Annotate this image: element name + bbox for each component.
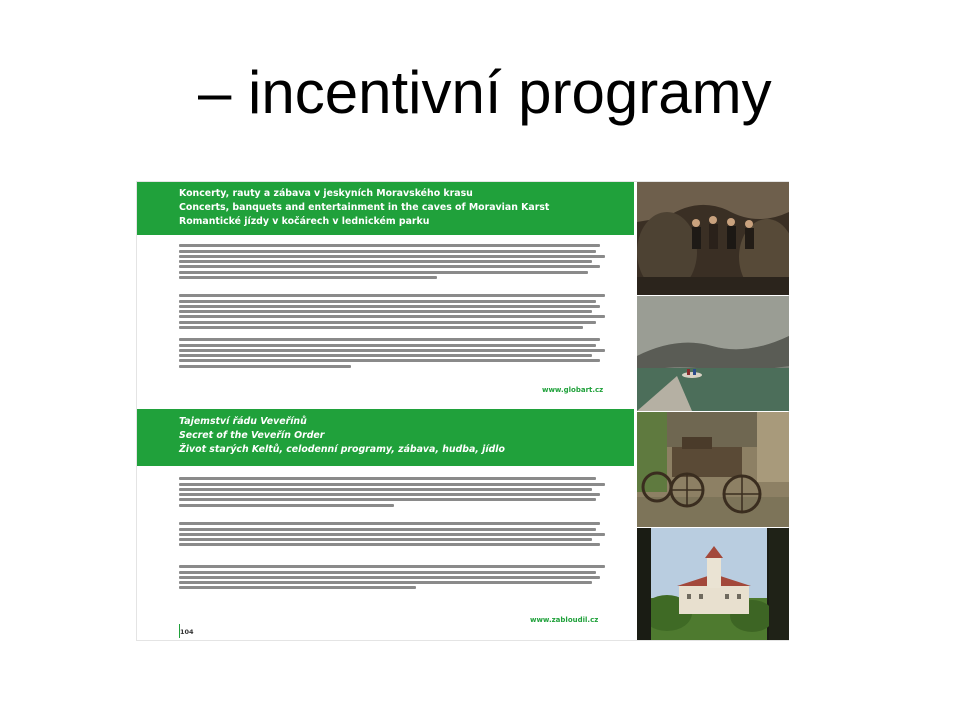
cave-concert-photo: [637, 182, 789, 295]
section-2-heading-line-2: Secret of the Veveřín Order: [179, 430, 325, 441]
section-1-paragraph-czech: [179, 242, 609, 281]
section-1-heading-line-1: Koncerty, rauty a zábava v jeskyních Moravského krasu: [179, 188, 473, 199]
photo-column: [637, 182, 789, 640]
brochure-page: [136, 181, 789, 641]
section-1-paragraph-czech-2: [179, 336, 609, 370]
section-1-website: www.globart.cz: [542, 386, 604, 394]
section-2-heading-line-1: Tajemství řádu Veveřínů: [179, 416, 307, 427]
castle-photo: [637, 528, 789, 640]
section-1-paragraph-english: [179, 292, 609, 331]
section-2-heading-band: [137, 409, 634, 466]
section-2-paragraph-english: [179, 520, 609, 549]
page-number: 104: [180, 628, 194, 636]
carriage-photo: [637, 412, 789, 527]
section-2-paragraph-czech: [179, 475, 609, 509]
slide-title: – incentivní programy: [198, 59, 772, 126]
section-1-heading-band: [137, 182, 634, 235]
section-2-heading-line-3: Život starých Keltů, celodenní programy, zábava, hudba, jídlo: [179, 444, 505, 455]
section-1-heading-line-2: Concerts, banquets and entertainment in the caves of Moravian Karst: [179, 202, 550, 213]
section-2-paragraph-czech-2: [179, 563, 609, 592]
section-2-website: www.zabloudil.cz: [530, 616, 599, 624]
brochure-text-column: [137, 182, 634, 640]
cave-boat-photo: [637, 296, 789, 411]
section-1-heading-line-3: Romantické jízdy v kočárech v lednickém parku: [179, 216, 430, 227]
